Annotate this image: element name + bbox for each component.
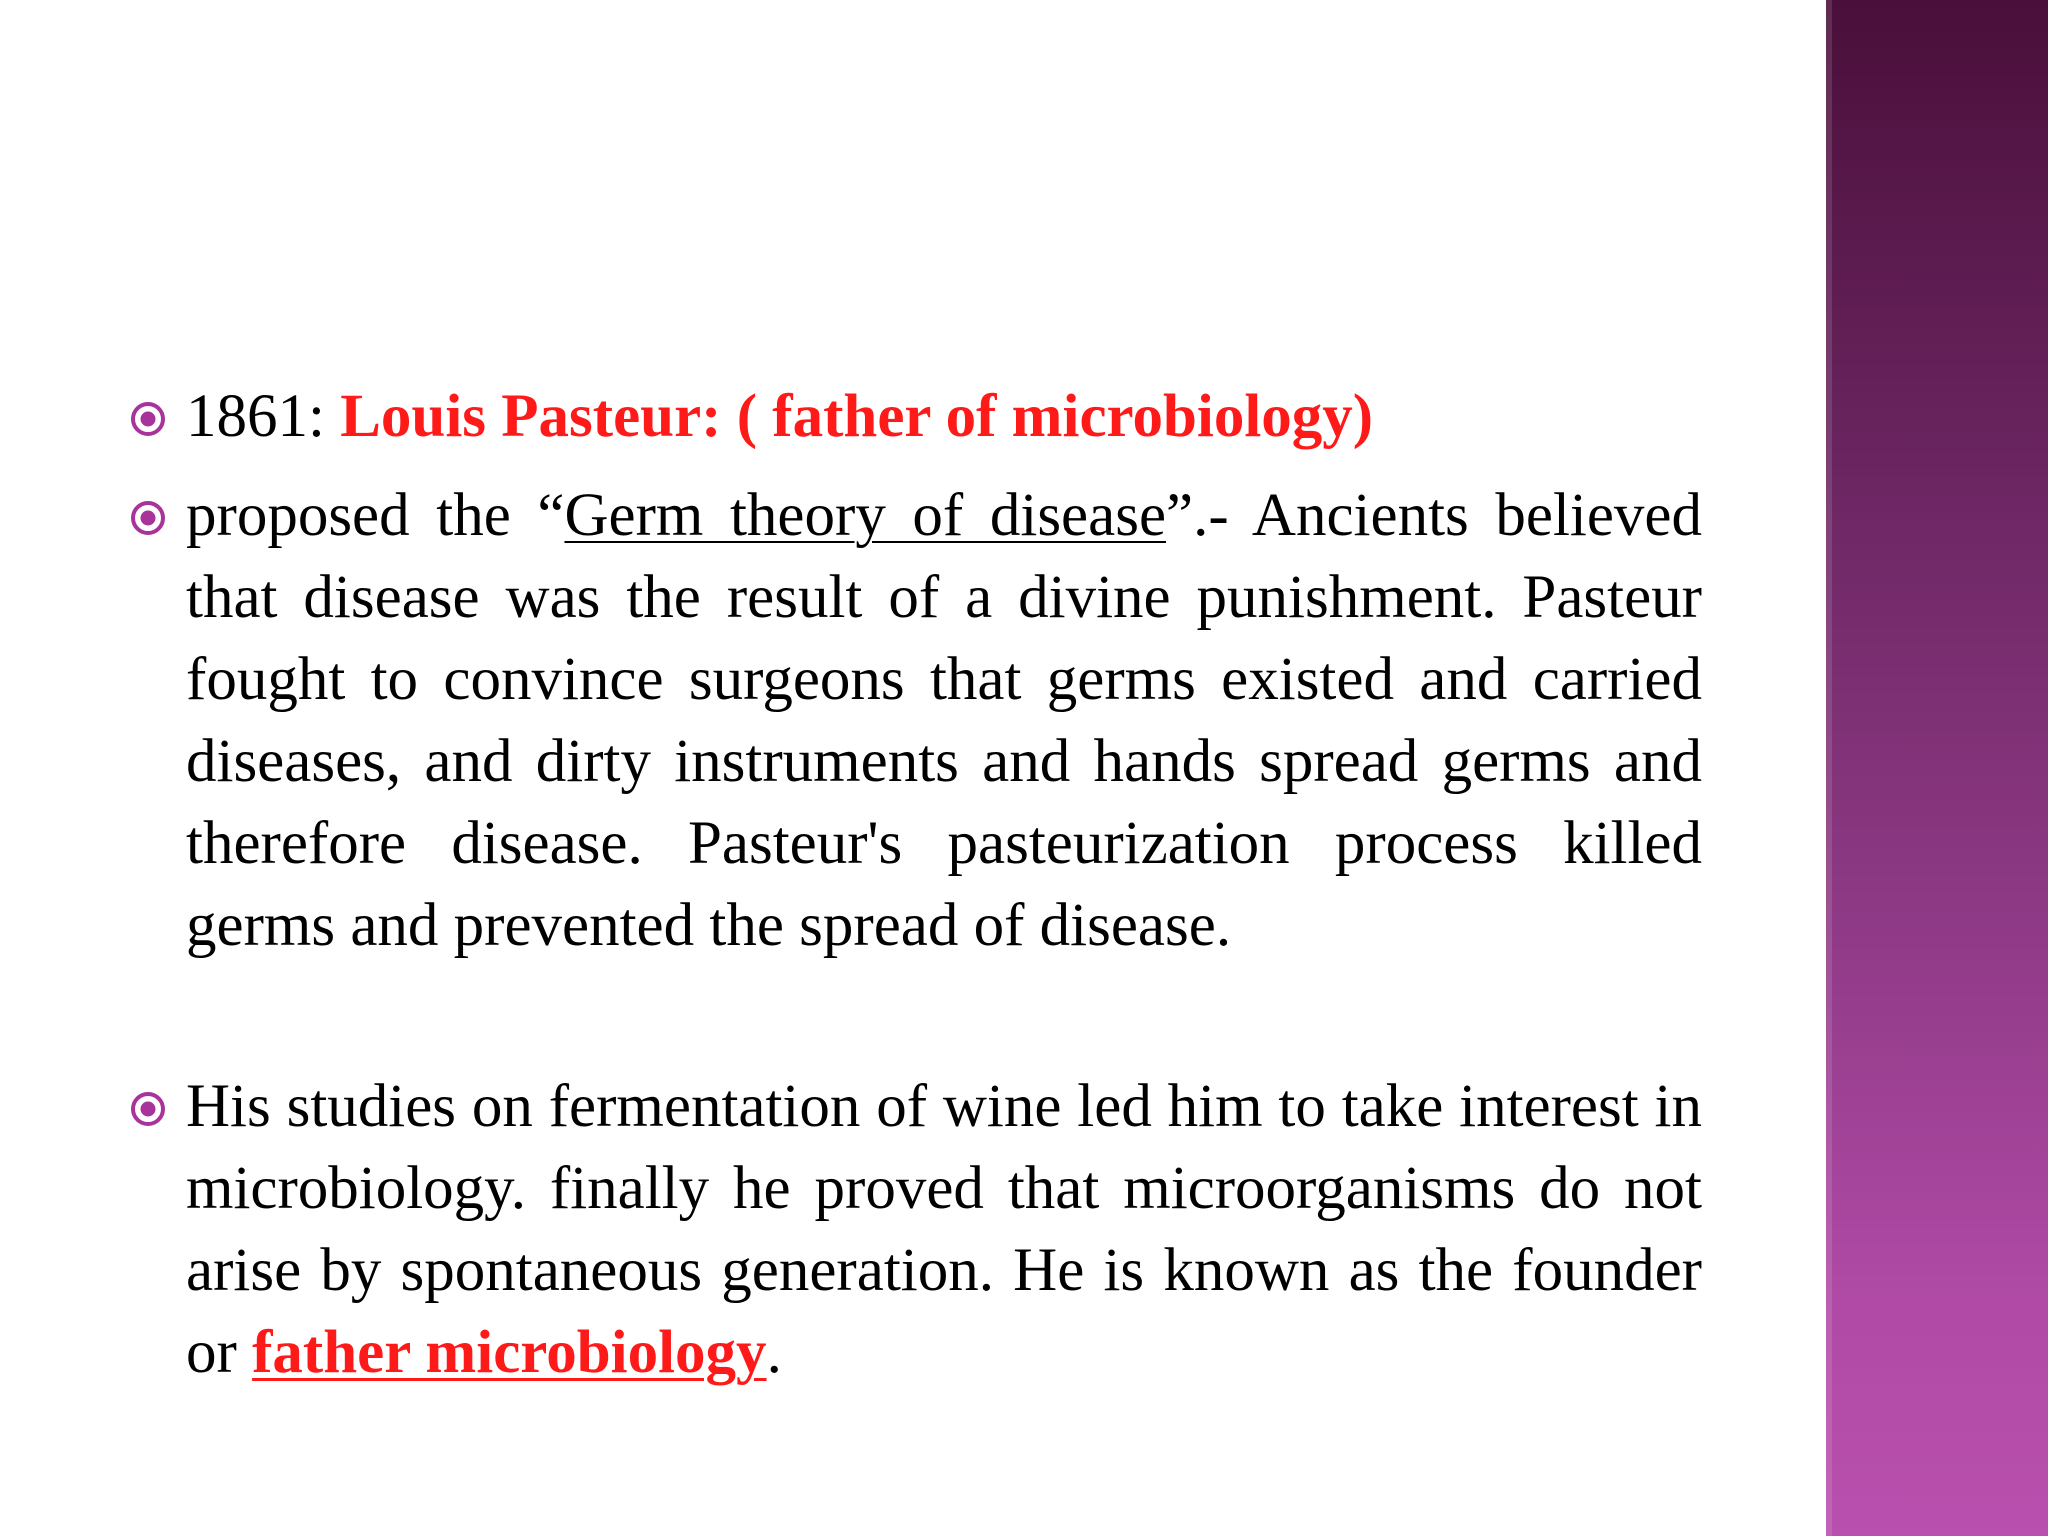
father-microbiology-highlight: father microbiology [252,1319,767,1386]
bullet-2-text [186,475,1702,967]
bullet-3-body: His studies on fermentation of wine led him to take interest in microbiology. finally he proved that microorganisms do not arise by spontaneous generation. He is known as the founder or [186,1073,1702,1386]
circled-dot-icon [124,376,182,458]
circled-dot-icon [124,475,182,557]
bullet-3-text [186,1066,1702,1394]
pasteur-highlight: Louis Pasteur: ( father of microbiology) [340,383,1374,450]
bullet-3 [124,1066,1702,1394]
bullet-2-lead: proposed the “ [186,482,565,549]
circled-dot-icon [124,1066,182,1148]
decorative-side-band [1826,0,2048,1536]
bullet-2 [124,475,1702,967]
year-prefix: 1861: [186,383,341,450]
bullet-1 [124,376,1702,458]
germ-theory-underlined: Germ theory of disease [564,482,1167,549]
bullet-1-text [186,376,1702,458]
bullet-2-rest: ”.- Ancients believed that disease was the result of a divine punishment. Pasteur fought to convince surgeons that germs existed and carried diseases, and dirty instruments and hands spread germs and therefore disease. Pasteur's pasteurization process killed germs and prevented the spread of disease. [186,482,1703,959]
bullet-3-end: . [766,1319,782,1386]
